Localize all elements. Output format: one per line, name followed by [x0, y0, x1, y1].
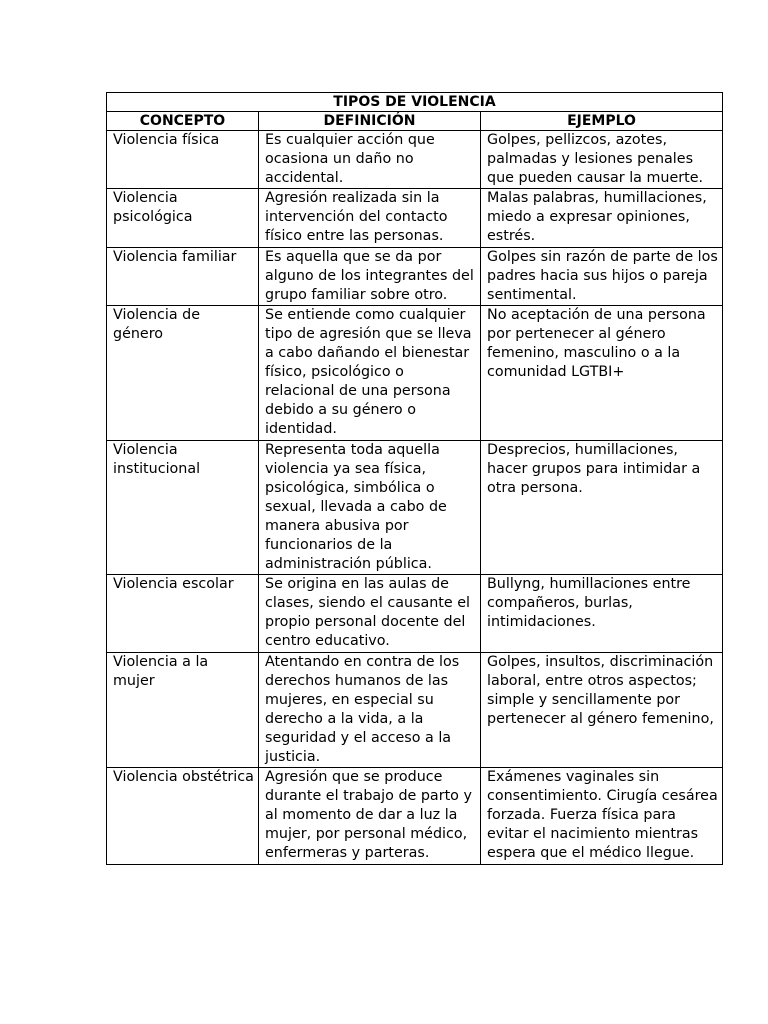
example-cell: Golpes, insultos, discriminación laboral, entre otros aspectos; simple y sencillamente por pertenecer al género femenino, — [481, 652, 723, 768]
concept-cell: Violencia escolar — [107, 575, 259, 652]
column-header-concept: CONCEPTO — [107, 112, 259, 131]
example-cell: Golpes, pellizcos, azotes, palmadas y lesiones penales que pueden causar la muerte. — [481, 131, 723, 189]
table-header-row — [107, 112, 723, 131]
table-row — [107, 305, 723, 440]
table-row — [107, 131, 723, 189]
definition-cell: Es aquella que se da por alguno de los integrantes del grupo familiar sobre otro. — [259, 247, 481, 305]
table-row — [107, 575, 723, 652]
table-title: TIPOS DE VIOLENCIA — [107, 93, 723, 112]
violence-types-table — [106, 92, 723, 865]
example-cell: Exámenes vaginales sin consentimiento. Cirugía cesárea forzada. Fuerza física para evitar el nacimiento mientras espera que el médico llegue. — [481, 768, 723, 864]
table-row — [107, 768, 723, 864]
example-cell: No aceptación de una persona por pertenecer al género femenino, masculino o a la comunidad LGTBI+ — [481, 305, 723, 440]
column-header-definition: DEFINICIÓN — [259, 112, 481, 131]
table-row — [107, 247, 723, 305]
definition-cell: Se origina en las aulas de clases, siendo el causante el propio personal docente del centro educativo. — [259, 575, 481, 652]
definition-cell: Representa toda aquella violencia ya sea física, psicológica, simbólica o sexual, llevada a cabo de manera abusiva por funcionarios de la administración pública. — [259, 440, 481, 575]
definition-cell: Agresión realizada sin la intervención del contacto físico entre las personas. — [259, 189, 481, 247]
concept-cell: Violencia obstétrica — [107, 768, 259, 864]
concept-cell: Violencia psicológica — [107, 189, 259, 247]
definition-cell: Es cualquier acción que ocasiona un daño no accidental. — [259, 131, 481, 189]
example-cell: Golpes sin razón de parte de los padres hacia sus hijos o pareja sentimental. — [481, 247, 723, 305]
example-cell: Bullyng, humillaciones entre compañeros, burlas, intimidaciones. — [481, 575, 723, 652]
example-cell: Desprecios, humillaciones, hacer grupos para intimidar a otra persona. — [481, 440, 723, 575]
concept-cell: Violencia familiar — [107, 247, 259, 305]
table-row — [107, 652, 723, 768]
concept-cell: Violencia de género — [107, 305, 259, 440]
definition-cell: Atentando en contra de los derechos humanos de las mujeres, en especial su derecho a la vida, a la seguridad y el acceso a la justicia. — [259, 652, 481, 768]
definition-cell: Se entiende como cualquier tipo de agresión que se lleva a cabo dañando el bienestar físico, psicológico o relacional de una persona debido a su género o identidad. — [259, 305, 481, 440]
concept-cell: Violencia institucional — [107, 440, 259, 575]
table-row — [107, 440, 723, 575]
concept-cell: Violencia física — [107, 131, 259, 189]
table-row — [107, 189, 723, 247]
column-header-example: EJEMPLO — [481, 112, 723, 131]
definition-cell: Agresión que se produce durante el trabajo de parto y al momento de dar a luz la mujer, por personal médico, enfermeras y parteras. — [259, 768, 481, 864]
example-cell: Malas palabras, humillaciones, miedo a expresar opiniones, estrés. — [481, 189, 723, 247]
table-title-row — [107, 93, 723, 112]
concept-cell: Violencia a la mujer — [107, 652, 259, 768]
